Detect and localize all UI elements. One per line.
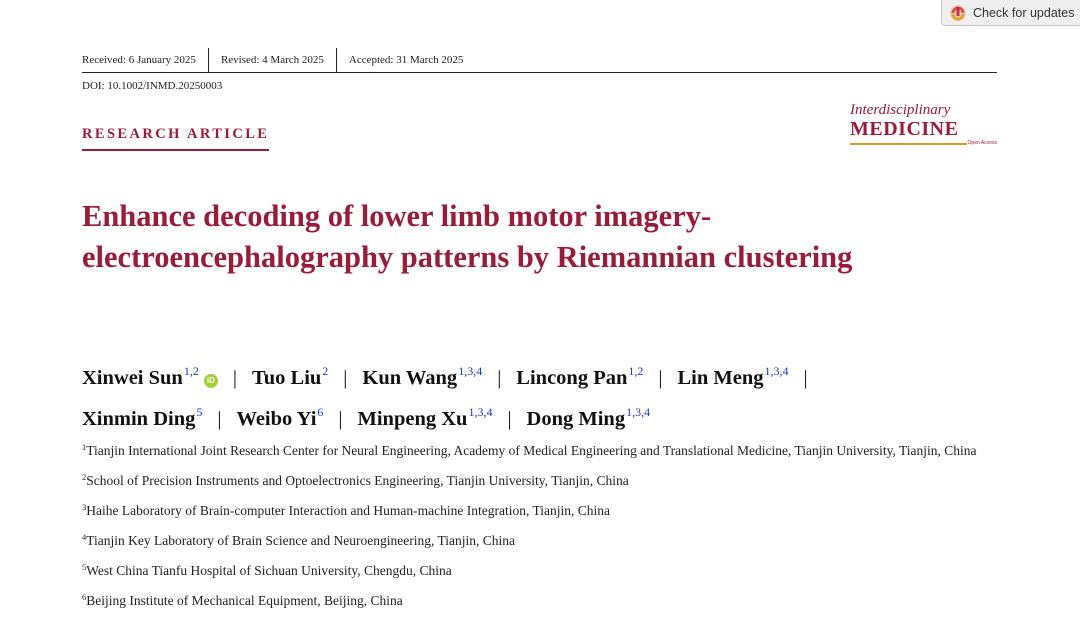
affiliation-number: 3: [82, 502, 87, 512]
author-separator: |: [803, 367, 808, 389]
open-access-label: Open Access: [967, 140, 997, 146]
accepted-date: Accepted: 31 March 2025: [336, 48, 476, 72]
journal-name-line1: Interdisciplinary: [850, 102, 951, 118]
author[interactable]: Tuo Liu$^2$: [251, 364, 329, 389]
author[interactable]: Lincong Pan$^{1,2}$: [516, 364, 644, 389]
author[interactable]: Minpeng Xu$^{1,3,4}$: [357, 405, 493, 430]
affiliation: [82, 498, 1002, 521]
affiliation: [82, 528, 1002, 551]
author-affiliation-marker: 1,3,4: [468, 405, 493, 419]
received-date: Received: 6 January 2025: [82, 54, 196, 66]
affiliation-text: School of Precision Instruments and Optoelectronics Engineering, Tianjin University, Tianjin, China: [86, 473, 629, 488]
check-for-updates-icon: [949, 4, 967, 22]
author-separator: |: [507, 408, 512, 430]
journal-name-line2: MEDICINE: [850, 118, 959, 140]
affiliation-text: West China Tianfu Hospital of Sichuan University, Chengdu, China: [86, 563, 452, 578]
author[interactable]: Dong Ming$^{1,3,4}$: [526, 405, 651, 430]
author-affiliation-marker: 1,2: [183, 364, 199, 378]
affiliation-text: Tianjin Key Laboratory of Brain Science and Neuroengineering, Tianjin, China: [86, 533, 516, 548]
author[interactable]: Lin Meng$^{1,3,4}$: [677, 364, 789, 389]
author-separator: |: [338, 408, 343, 430]
check-for-updates-label: Check for updates: [973, 5, 1075, 20]
affiliation-number: 6: [82, 592, 87, 602]
article-type-label: RESEARCH ARTICLE: [82, 126, 269, 151]
author[interactable]: Xinwei Sun$^{1,2}$: [82, 364, 199, 389]
affiliation-number: 4: [82, 532, 87, 542]
author-affiliation-marker: 1,3,4: [764, 364, 789, 378]
check-for-updates-button[interactable]: [941, 0, 1080, 26]
doi[interactable]: DOI: 10.1002/INMD.20250003: [82, 80, 223, 92]
author[interactable]: Weibo Yi$^6$: [236, 405, 324, 430]
affiliation: [82, 588, 1002, 611]
affiliation-number: 1: [82, 442, 87, 452]
author-separator: |: [343, 367, 348, 389]
author-affiliation-marker: 1,3,4: [458, 364, 483, 378]
journal-logo-bar: [850, 141, 997, 147]
author[interactable]: Kun Wang$^{1,3,4}$: [362, 364, 483, 389]
author-affiliation-marker: 5: [196, 405, 203, 419]
author-separator: |: [658, 367, 663, 389]
author-list: [82, 354, 982, 436]
affiliation-number: 2: [82, 472, 87, 482]
journal-logo: [850, 102, 997, 147]
author-separator: |: [497, 367, 502, 389]
affiliation-text: Tianjin International Joint Research Center for Neural Engineering, Academy of Medical Engineering and Translational Medicine, Tianjin University, Tianjin, China: [86, 443, 977, 458]
revised-date: Revised: 4 March 2025: [208, 48, 336, 72]
author-separator: |: [217, 408, 222, 430]
affiliation-text: Haihe Laboratory of Brain-computer Interaction and Human-machine Integration, Tianjin, China: [86, 503, 610, 518]
journal-logo-underline: [850, 143, 967, 145]
author-affiliation-marker: 1,2: [628, 364, 644, 378]
orcid-icon[interactable]: iD: [204, 374, 218, 388]
author-affiliation-marker: 6: [317, 405, 324, 419]
author-affiliation-marker: 1,3,4: [626, 405, 651, 419]
affiliation-number: 5: [82, 562, 87, 572]
affiliation: [82, 468, 1002, 491]
affiliation-text: Beijing Institute of Mechanical Equipment, Beijing, China: [86, 593, 403, 608]
affiliation: [82, 438, 1002, 461]
author[interactable]: Xinmin Ding$^5$: [82, 405, 203, 430]
article-title: Enhance decoding of lower limb motor imagery-electroencephalography patterns by Riemannian clustering: [82, 199, 853, 274]
publication-dates: [82, 48, 997, 73]
affiliation: [82, 558, 1002, 581]
affiliation-list: [82, 438, 1002, 618]
author-affiliation-marker: 2: [322, 364, 329, 378]
author-separator: |: [232, 367, 237, 389]
